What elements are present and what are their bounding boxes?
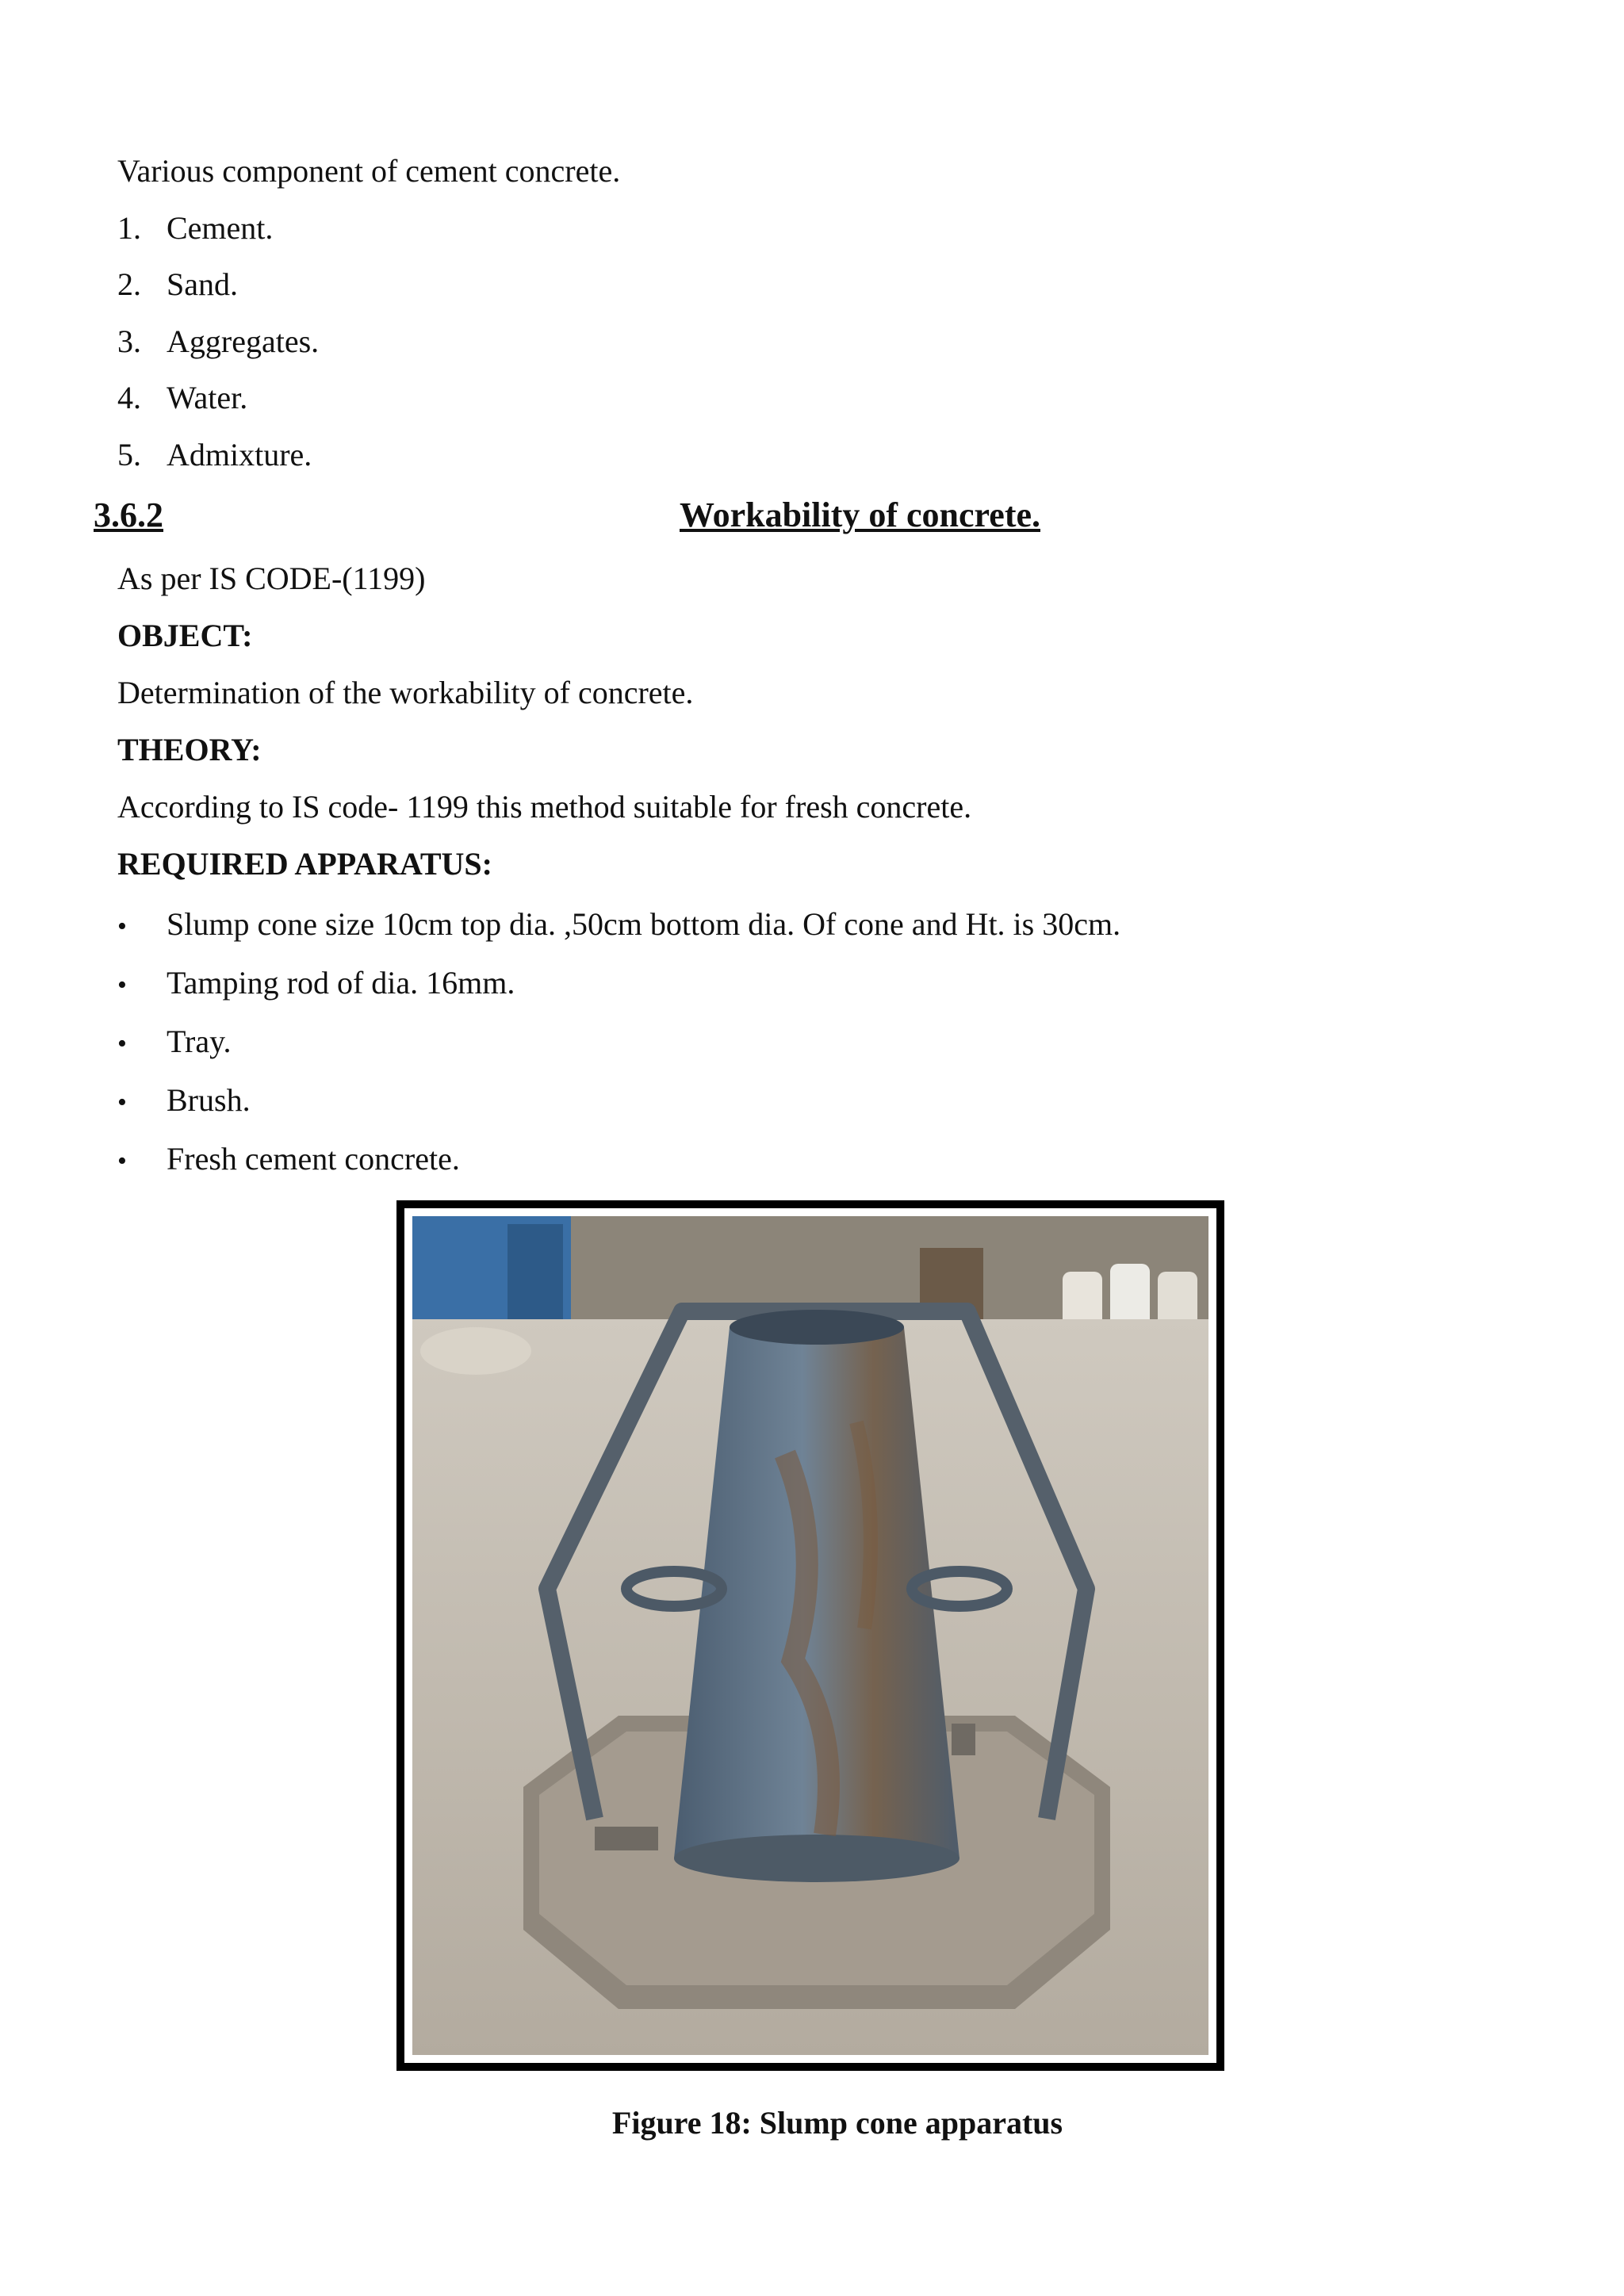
- theory-heading: THEORY:: [117, 732, 262, 767]
- bullet-icon: •: [117, 1088, 127, 1117]
- bullet-icon: •: [117, 1146, 127, 1176]
- cone-top-opening: [730, 1310, 904, 1345]
- apparatus-text: Brush.: [167, 1082, 251, 1118]
- list-item: [117, 436, 312, 474]
- apparatus-text: Fresh cement concrete.: [167, 1141, 460, 1177]
- theory-text: According to IS code- 1199 this method suitable for fresh concrete.: [117, 789, 972, 825]
- apparatus-item: [117, 905, 1120, 946]
- list-text: Sand.: [167, 266, 238, 302]
- slump-cone-photo: [412, 1216, 1208, 2055]
- apparatus-text: Slump cone size 10cm top dia. ,50cm bottom dia. Of cone and Ht. is 30cm.: [167, 906, 1121, 942]
- intro-text: Various component of cement concrete.: [117, 153, 621, 189]
- list-number: 3.: [117, 323, 141, 359]
- bullet-icon: •: [117, 970, 127, 1000]
- list-text: Aggregates.: [167, 323, 320, 359]
- list-item: [117, 323, 319, 361]
- list-item: [117, 209, 273, 247]
- list-text: Cement.: [167, 210, 274, 246]
- apparatus-item: [117, 1023, 232, 1063]
- section-number: 3.6.2: [94, 496, 163, 534]
- bullet-icon: •: [117, 912, 127, 941]
- list-number: 4.: [117, 380, 141, 415]
- list-item: [117, 379, 247, 417]
- list-text: Water.: [167, 380, 248, 415]
- apparatus-item: [117, 964, 515, 1004]
- list-text: Admixture.: [167, 437, 312, 473]
- apparatus-text: Tray.: [167, 1024, 232, 1059]
- apparatus-item: [117, 1140, 460, 1181]
- object-text: Determination of the workability of concrete.: [117, 675, 694, 710]
- cone-base: [674, 1835, 959, 1882]
- figure-frame: [396, 1200, 1224, 2071]
- clamp: [952, 1724, 975, 1755]
- list-number: 5.: [117, 437, 141, 473]
- list-number: 1.: [117, 210, 141, 246]
- list-number: 2.: [117, 266, 141, 302]
- clamp: [595, 1827, 658, 1850]
- apparatus-heading: REQUIRED APPARATUS:: [117, 846, 492, 882]
- apparatus-item: [117, 1081, 251, 1122]
- bullet-icon: •: [117, 1029, 127, 1058]
- list-item: [117, 266, 238, 304]
- apparatus-text: Tamping rod of dia. 16mm.: [167, 965, 515, 1001]
- lab-machine: [420, 1327, 531, 1375]
- object-heading: OBJECT:: [117, 618, 253, 653]
- figure-caption: Figure 18: Slump cone apparatus: [611, 2105, 1063, 2141]
- section-title: Workability of concrete.: [680, 496, 1040, 534]
- standard-reference: As per IS CODE-(1199): [117, 561, 426, 596]
